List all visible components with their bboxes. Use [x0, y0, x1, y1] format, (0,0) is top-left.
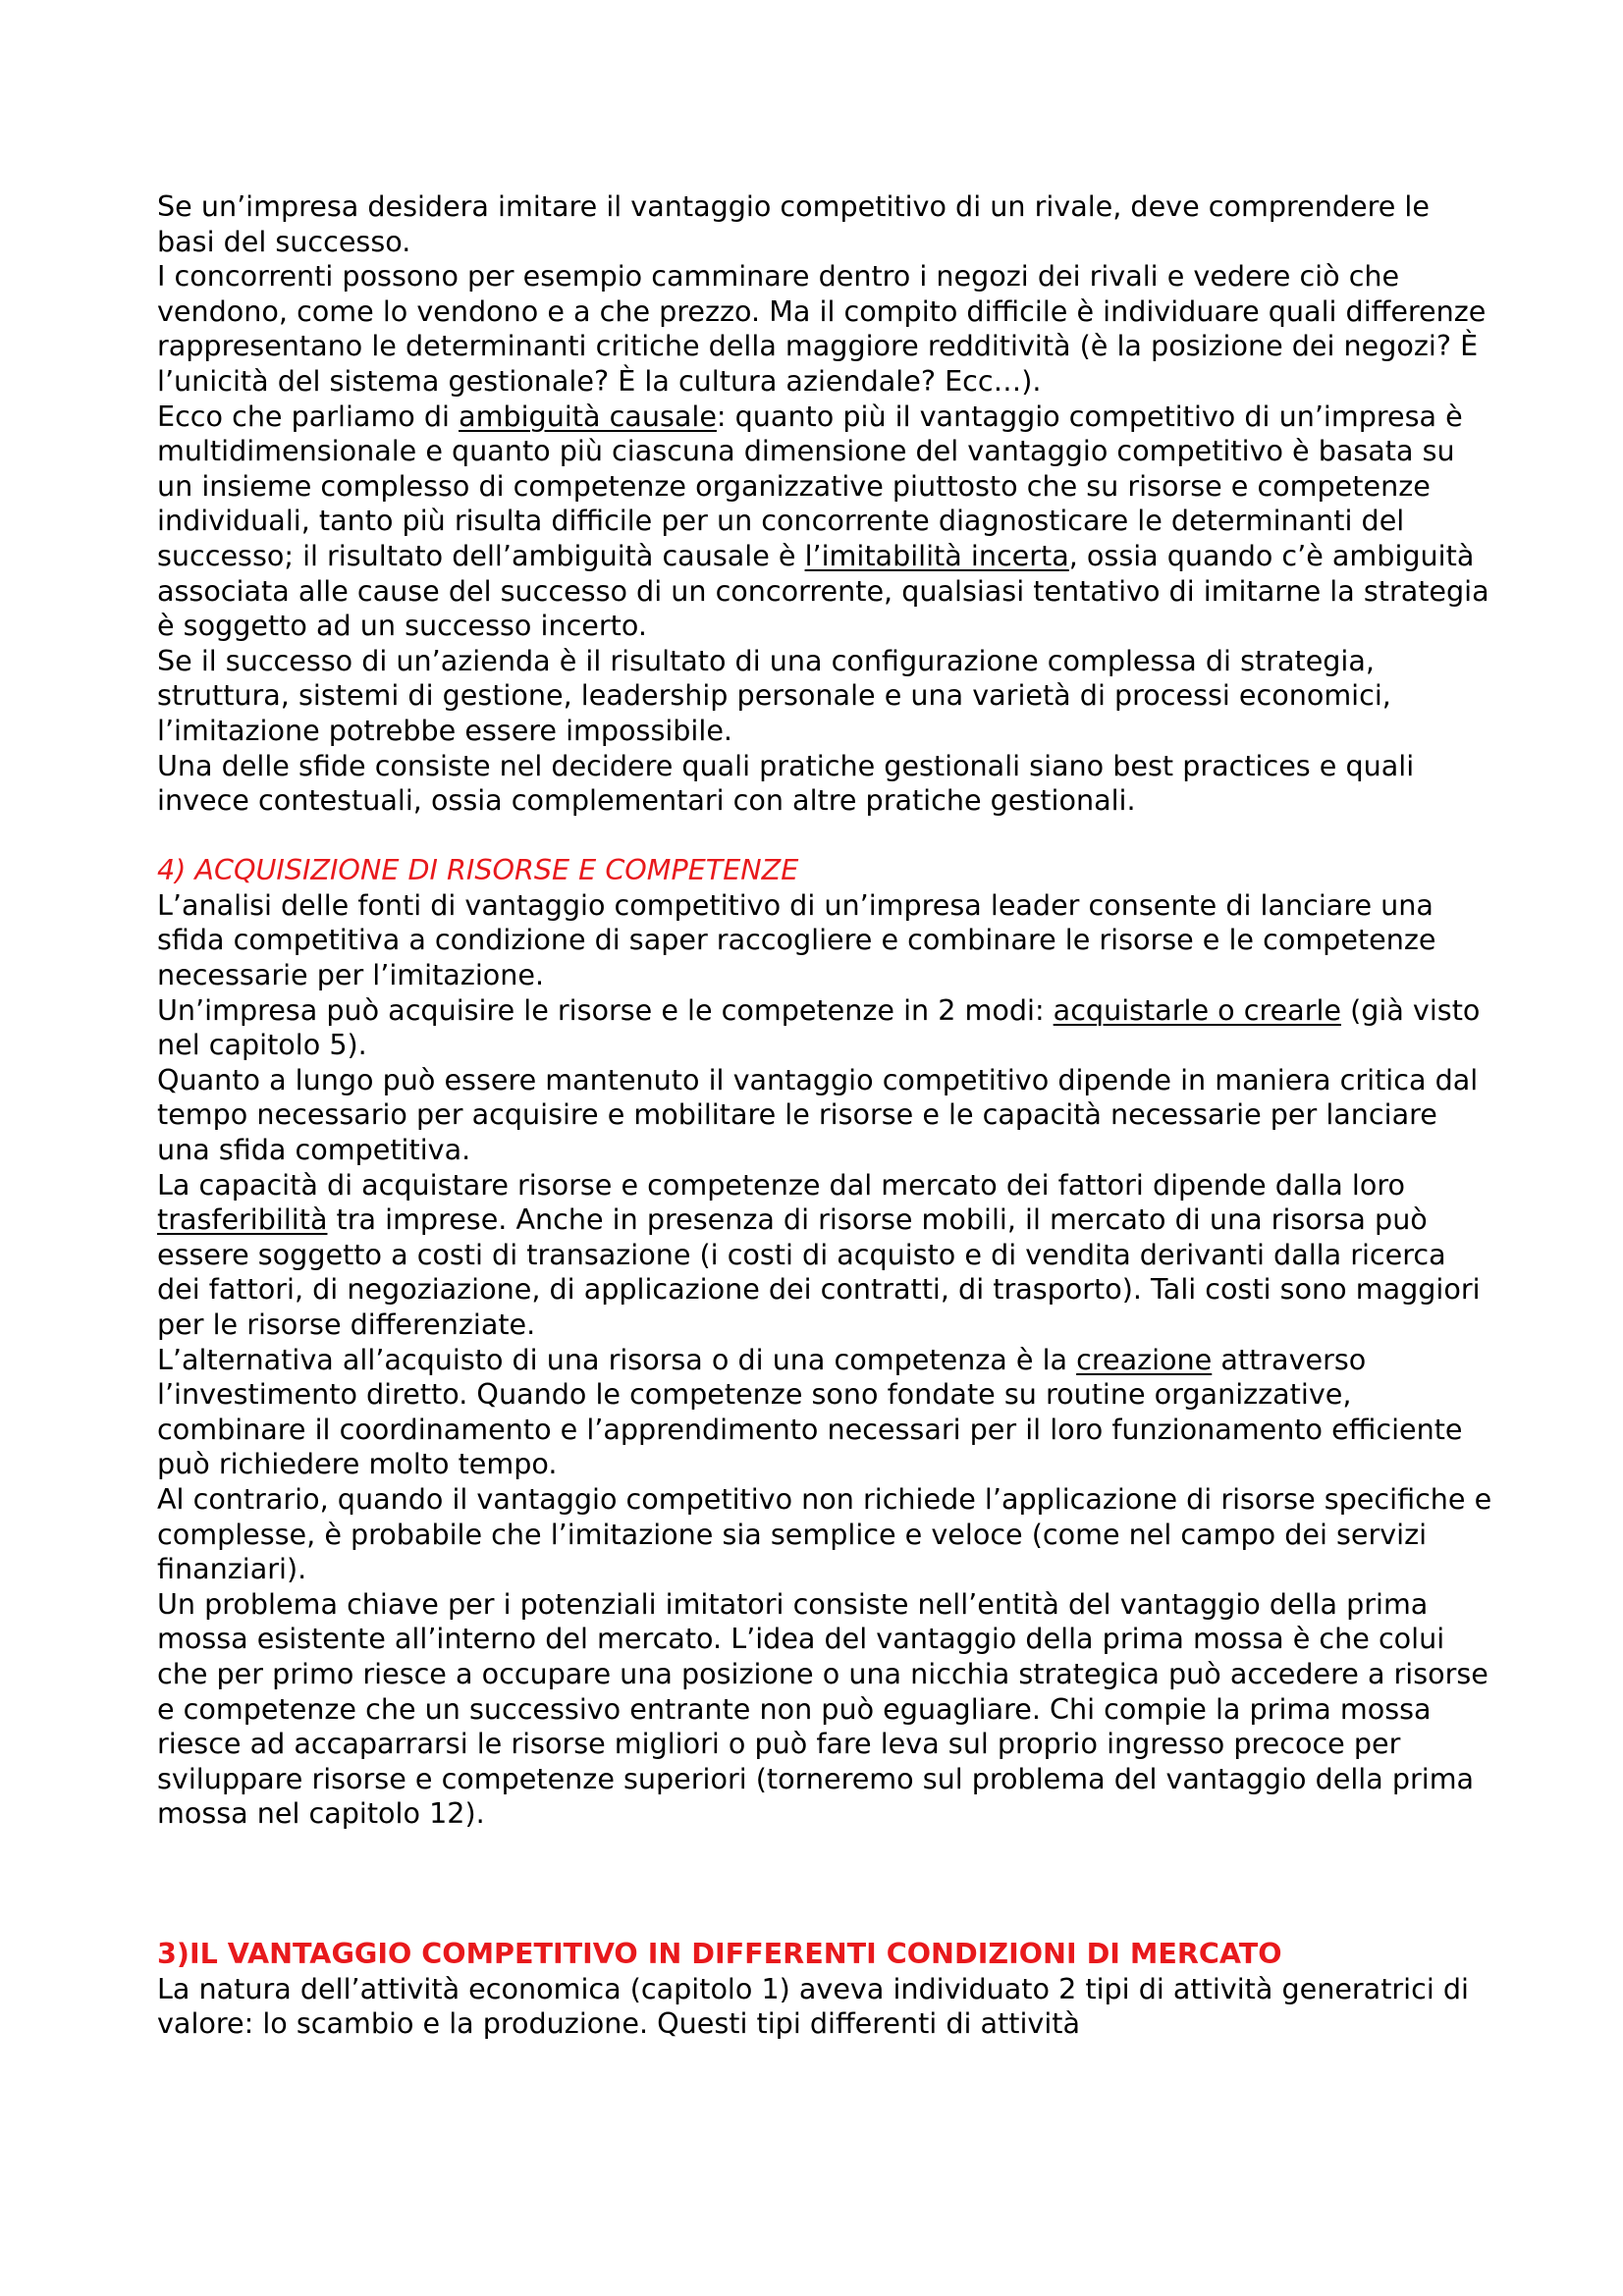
underlined-term-uncertain-imitability: l’imitabilità incerta: [804, 538, 1069, 572]
text-span: Ecco che parliamo di: [157, 399, 460, 433]
text-span: , ossia quando c’è ambiguità associata alle cause del successo di un concorrente, qualsiasi tentativo di imitarne la strategia è soggetto ad un successo incerto.: [157, 538, 1489, 643]
text-span: Un’impresa può acquisire le risorse e le competenze in 2 modi:: [157, 992, 1054, 1027]
text-span: : quanto più il vantaggio competitivo di un’impresa è multidimensionale e quanto più ciascuna dimensione del vantaggio competitivo è basata su un insieme complesso di competenze organizzative piuttosto che su risorse e competenze individuali, tanto più risulta difficile per un concorrente diagnosticare le determinanti del successo; il risultato dell’ambiguità causale è: [157, 399, 1463, 572]
section4-paragraph-7: Un problema chiave per i potenziali imitatori consiste nell’entità del vantaggio della prima mossa esistente all’interno del mercato. L’idea del vantaggio della prima mossa è che colui che per primo riesce a occupare una posizione o una nicchia strategica può accedere a risorse e competenze che un successivo entrante non può eguagliare. Chi compie la prima mossa riesce ad accaparrarsi le risorse migliori o può fare leva sul proprio ingresso precoce per sviluppare risorse e competenze superiori (torneremo sul problema del vantaggio della prima mossa nel capitolo 12).: [157, 1586, 1488, 1831]
section-heading-3: 3)IL VANTAGGIO COMPETITIVO IN DIFFERENTI CONDIZIONI DI MERCATO: [157, 1936, 1282, 1970]
section4-paragraph-3: Quanto a lungo può essere mantenuto il vantaggio competitivo dipende in maniera critica dal tempo necessario per acquisire e mobilitare le risorse e le capacità necessarie per lanciare una sfida competitiva.: [157, 1062, 1479, 1167]
underlined-term-transferability: trasferibilità: [157, 1202, 328, 1237]
spacer: [157, 819, 1492, 854]
section4-paragraph-1: L’analisi delle fonti di vantaggio competitivo di un’impresa leader consente di lanciare una sfida competitiva a condizione di saper raccogliere e combinare le risorse e le competenze necessarie per l’imitazione.: [157, 887, 1436, 992]
text-span: L’alternativa all’acquisto di una risorsa o di una competenza è la: [157, 1342, 1077, 1376]
spacer: [157, 1832, 1492, 1937]
section4-paragraph-5: [157, 1343, 1492, 1482]
underlined-term-causal-ambiguity: ambiguità causale: [459, 399, 717, 433]
section3-paragraph-1: La natura dell’attività economica (capitolo 1) aveva individuato 2 tipi di attività generatrici di valore: lo scambio e la produzione. Questi tipi differenti di attività: [157, 1971, 1469, 2041]
paragraph-causal-ambiguity: [157, 400, 1492, 644]
text-span: attraverso l’investimento diretto. Quando le competenze sono fondate su routine organizzative, combinare il coordinamento e l’apprendimento necessari per il loro funzionamento efficiente può richiedere molto tempo.: [157, 1342, 1463, 1481]
section4-paragraph-6: Al contrario, quando il vantaggio competitivo non richiede l’applicazione di risorse specifiche e complesse, è probabile che l’imitazione sia semplice e veloce (come nel campo dei servizi finanziari).: [157, 1481, 1492, 1586]
section-heading-4: 4) ACQUISIZIONE DI RISORSE E COMPETENZE: [157, 853, 799, 887]
underlined-term-buy-or-create: acquistarle o crearle: [1053, 992, 1341, 1027]
text-span: tra imprese. Anche in presenza di risorse mobili, il mercato di una risorsa può essere soggetto a costi di transazione (i costi di acquisto e di vendita derivanti dalla ricerca dei fattori, di negoziazione, di applicazione dei contratti, di trasporto). Tali costi sono maggiori per le risorse differenziate.: [157, 1202, 1481, 1341]
paragraph-complex-configuration: Se il successo di un’azienda è il risultato di una configurazione complessa di strategia, struttura, sistemi di gestione, leadership personale e una varietà di processi economici, l’imitazione potrebbe essere impossibile.: [157, 643, 1391, 747]
section4-paragraph-4: [157, 1168, 1492, 1343]
text-span: La capacità di acquistare risorse e competenze dal mercato dei fattori dipende dalla loro: [157, 1167, 1405, 1201]
document-page: [157, 189, 1492, 2042]
paragraph-intro-1: Se un’impresa desidera imitare il vantaggio competitivo di un rivale, deve comprendere le basi del successo.: [157, 189, 1430, 258]
section4-paragraph-2: [157, 993, 1492, 1063]
text-span: (già visto nel capitolo 5).: [157, 992, 1481, 1062]
paragraph-intro-2: I concorrenti possono per esempio camminare dentro i negozi dei rivali e vedere ciò che vendono, come lo vendono e a che prezzo. Ma il compito difficile è individuare quali differenze rappresentano le determinanti critiche della maggiore redditività (è la posizione dei negozi? È l’unicità del sistema gestionale? È la cultura aziendale? Ecc…).: [157, 259, 1487, 398]
paragraph-best-practices: Una delle sfide consiste nel decidere quali pratiche gestionali siano best practices e quali invece contestuali, ossia complementari con altre pratiche gestionali.: [157, 748, 1415, 818]
underlined-term-creation: creazione: [1076, 1342, 1213, 1376]
